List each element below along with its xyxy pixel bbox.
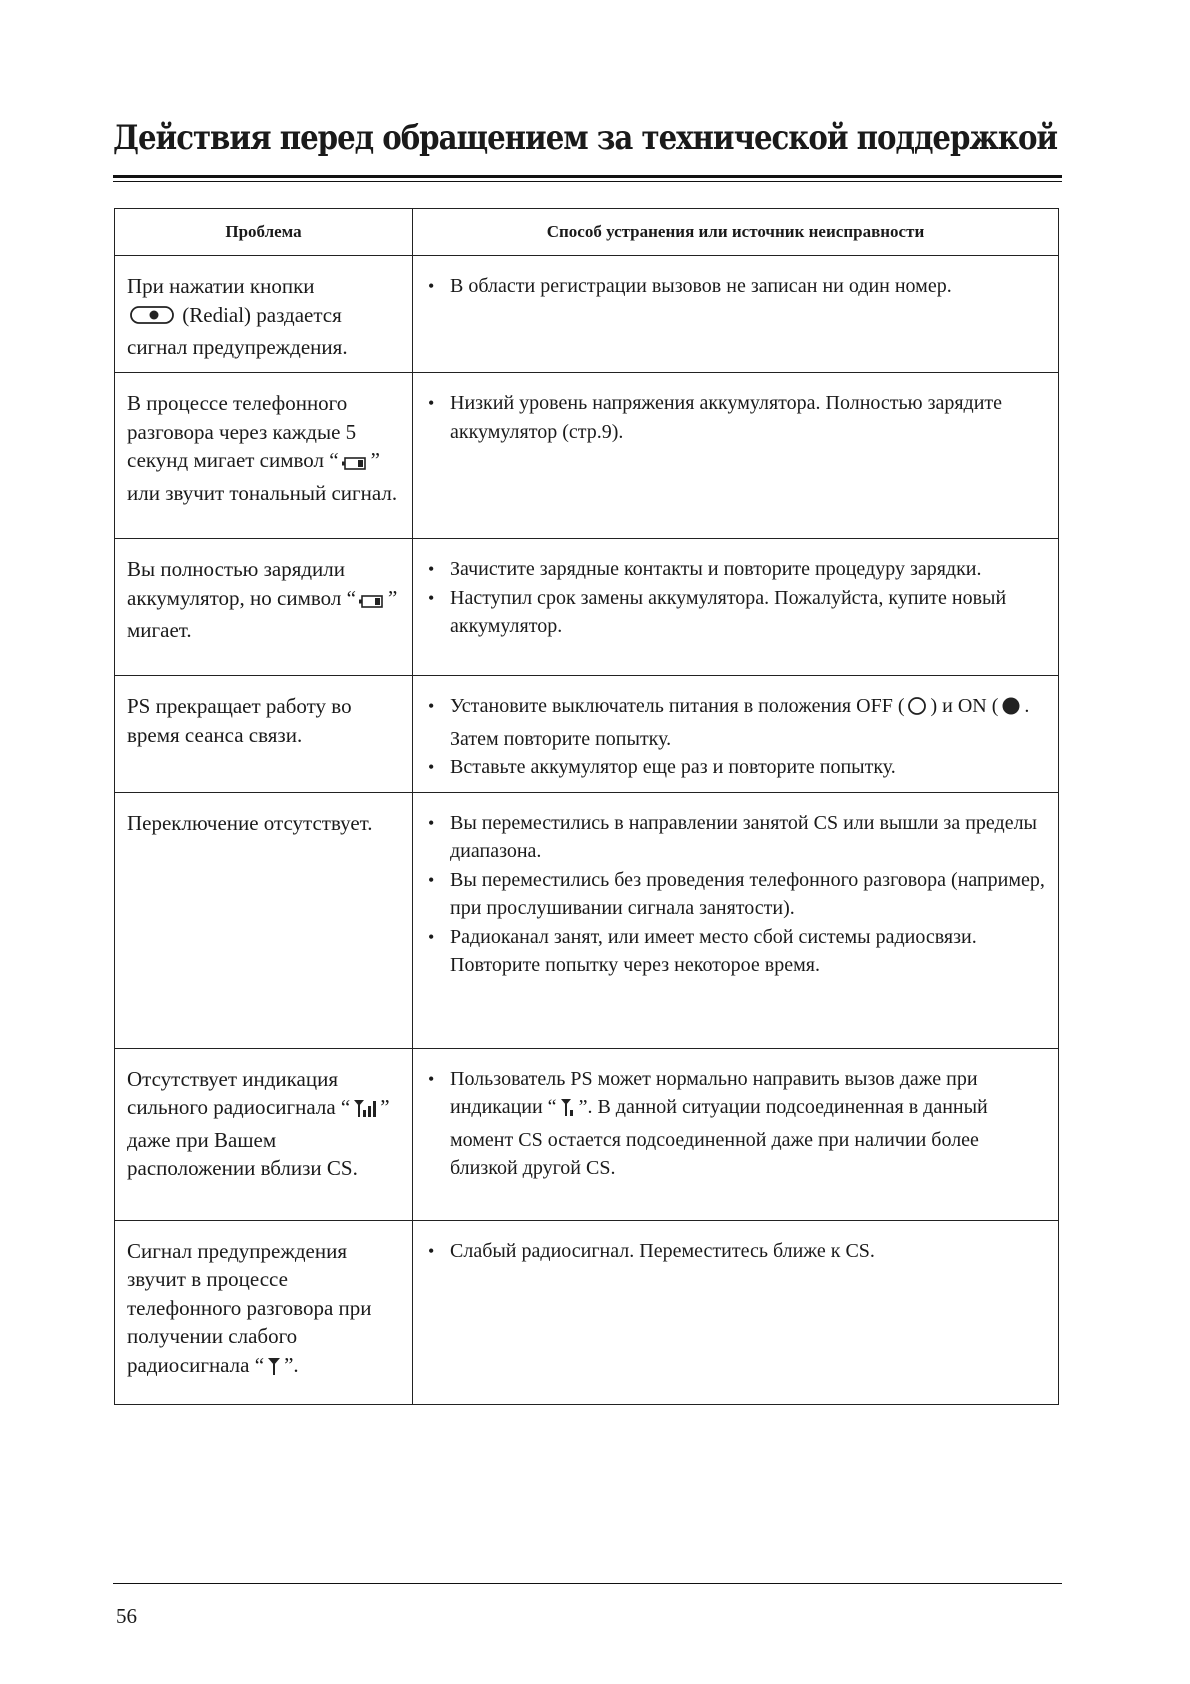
problem-cell (115, 676, 413, 793)
troubleshooting-table (114, 208, 1059, 1405)
problem-text: (Redial) раздается сигнал предупреждения. (127, 302, 348, 359)
solution-item: • Низкий уровень напряжения аккумулятора. Полностью зарядите аккумулятор (стр.9). (425, 389, 1046, 446)
strong-signal-icon (353, 1097, 377, 1126)
solution-item: • Радиоканал занят, или имеет место сбой системы радиосвязи. Повторите попытку через некоторое время. (425, 923, 1046, 980)
table-header-row (115, 209, 1059, 256)
problem-cell (115, 373, 413, 539)
weak-signal-icon (560, 1097, 576, 1126)
solution-text: ) и ON ( (930, 695, 999, 717)
problem-text: Сигнал предупреждения звучит в процессе телефонного разговора при получении слабого радиосигнала “ (127, 1238, 372, 1377)
problem-text: ” или звучит тональный сигнал. (127, 448, 398, 505)
solution-cell (413, 256, 1059, 373)
solution-cell (413, 676, 1059, 793)
problem-text: PS прекращает работу во время сеанса связи. (127, 694, 352, 747)
problem-cell (115, 256, 413, 373)
problem-text: Вы полностью зарядили аккумулятор, но символ “ (127, 557, 356, 610)
problem-text: При нажатии кнопки (127, 274, 315, 298)
solution-item (425, 1065, 1046, 1183)
problem-text: В процессе телефонного разговора через каждые 5 секунд мигает символ “ (127, 391, 357, 472)
solution-text: ”. В данной ситуации подсоединенная в данный момент CS остается подсоединенной даже при наличии более близкой другой CS. (450, 1096, 988, 1179)
solution-item: • Слабый радиосигнал. Переместитесь ближе к CS. (425, 1237, 1046, 1266)
table-row (115, 539, 1059, 676)
problem-cell (115, 1220, 413, 1404)
problem-cell (115, 1048, 413, 1220)
header-solution: Способ устранения или источник неисправности (413, 209, 1059, 256)
off-circle-icon (907, 696, 927, 725)
header-problem: Проблема (115, 209, 413, 256)
problem-text: Переключение отсутствует. (127, 810, 373, 835)
table-row (115, 792, 1059, 1048)
solution-item: • Наступил срок замены аккумулятора. Пожалуйста, купите новый аккумулятор. (425, 584, 1046, 641)
table-row (115, 1048, 1059, 1220)
solution-text: . Затем повторите попытку. (450, 695, 1030, 750)
solution-cell (413, 1220, 1059, 1404)
problem-text: Отсутствует индикация сильного радиосигнала “ (127, 1066, 351, 1119)
table-row (115, 256, 1059, 373)
solution-item: • В области регистрации вызовов не записан ни один номер. (425, 272, 1046, 301)
title-rule-thin (113, 181, 1062, 182)
problem-text: ” даже при Вашем расположении вблизи CS. (127, 1095, 390, 1180)
page-number: 56 (116, 1604, 137, 1628)
table-row (115, 1220, 1059, 1404)
solution-cell (413, 792, 1059, 1048)
solution-text: Установите выключатель питания в положения OFF ( (450, 695, 905, 717)
solution-item: • Вы переместились без проведения телефонного разговора (например, при прослушивании сигнала занятости). (425, 866, 1046, 923)
solution-cell (413, 373, 1059, 539)
footer-rule (113, 1583, 1062, 1584)
solution-cell (413, 1048, 1059, 1220)
problem-text: ” мигает. (127, 585, 398, 642)
on-circle-icon (1001, 696, 1021, 725)
low-battery-icon (359, 588, 385, 617)
redial-button-icon (130, 304, 174, 334)
title-rule (113, 175, 1062, 178)
antenna-icon (267, 1355, 281, 1384)
problem-cell (115, 539, 413, 676)
solution-item (425, 692, 1046, 753)
solution-text: Пользователь PS может нормально направить вызов даже при индикации “ (450, 1067, 978, 1118)
page-title: Действия перед обращением за технической поддержкой (113, 118, 1058, 158)
problem-cell (115, 792, 413, 1048)
low-battery-icon (342, 450, 368, 479)
solution-item: • Зачистите зарядные контакты и повторите процедуру зарядки. (425, 555, 1046, 584)
table-row (115, 373, 1059, 539)
solution-item: • Вставьте аккумулятор еще раз и повторите попытку. (425, 753, 1046, 782)
table-row (115, 676, 1059, 793)
solution-item: • Вы переместились в направлении занятой CS или вышли за пределы диапазона. (425, 809, 1046, 866)
problem-text: ”. (284, 1352, 299, 1377)
solution-cell (413, 539, 1059, 676)
